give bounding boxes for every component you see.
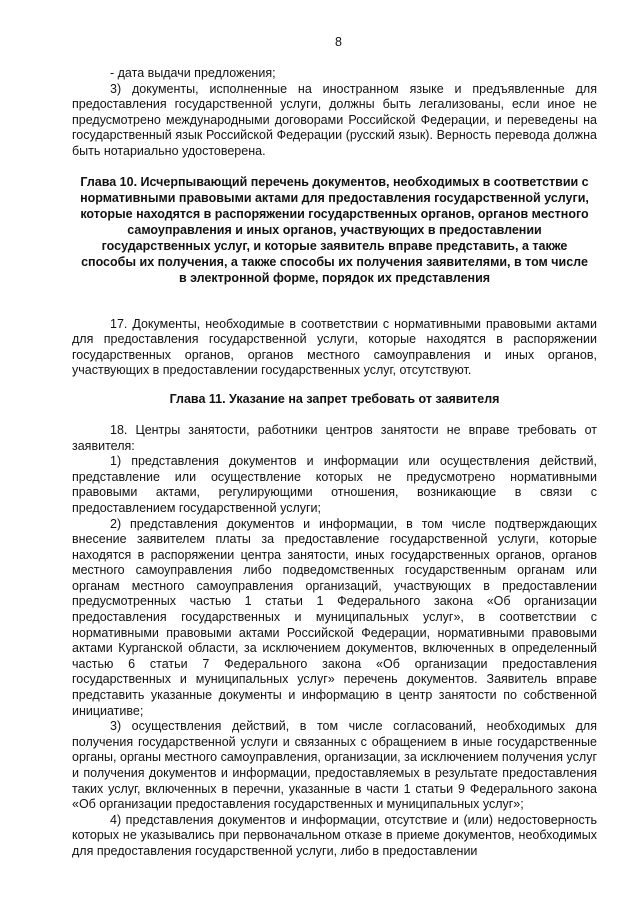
paragraph-17: 17. Документы, необходимые в соответствии с нормативными правовыми актами для предоставления государственной услуги, которые находятся в распоряжении государственных органов, органов местного самоуправления и иных органов, участвующих в предоставлении государственных услуг, отсутствуют. xyxy=(72,316,597,378)
paragraph-18-item-2: 2) представления документов и информации, в том числе подтверждающих внесение заявителем платы за предоставление государственной услуги, которые находятся в распоряжении центра занятости, иных государственных органов, органов местного самоуправления либо подведомственных государственным органам или органам местного самоуправления организаций, участвующих в предоставлении предусмотренных частью 1 статьи 1 Федерального закона «Об организации предоставления государственных и муниципальных услуг», в соответствии с нормативными правовыми актами Российской Федерации, нормативными правовыми актами Курганской области, за исключением документов, включенных в определенный частью 6 статьи 7 Федерального закона «Об организации предоставления государственных и муниципальных услуг» перечень документов. Заявитель вправе представить указанные документы и информацию в центр занятости по собственной инициативе; xyxy=(72,516,597,718)
paragraph-18-item-1: 1) представления документов и информации или осуществления действий, представление или осуществление которых не предусмотрено нормативными правовыми актами, регулирующими отношения, возникающие в связи с предоставлением государственной услуги; xyxy=(72,454,597,515)
section-spacer xyxy=(72,286,597,317)
document-page xyxy=(72,34,597,860)
paragraph-18-item-3: 3) осуществления действий, в том числе согласований, необходимых для получения государственной услуги и связанных с обращением в иные государственные органы, органы местного самоуправления, организации, за исключением получения услуг и получения документов и информации, предоставляемых в результате предоставления таких услуг, включенных в перечни, указанные в части 1 статьи 9 Федерального закона «Об организации предоставления государственных и муниципальных услуг»; xyxy=(72,719,597,812)
paragraph-18: 18. Центры занятости, работники центров занятости не вправе требовать от заявителя: xyxy=(72,422,597,453)
paragraph-foreign-documents: 3) документы, исполненные на иностранном языке и предъявленные для предоставления государственной услуги, должны быть легализованы, если иное не предусмотрено международными договорами Российской Федерации, и переведены на государственный язык Российской Федерации (русский язык). Верность перевода должна быть нотариально удостоверена. xyxy=(72,81,597,158)
chapter-11-heading: Глава 11. Указание на запрет требовать от заявителя xyxy=(169,391,500,406)
paragraph-issue-date: - дата выдачи предложения; xyxy=(110,66,276,80)
chapter-10-heading: Глава 10. Исчерпывающий перечень документов, необходимых в соответствии с нормативными правовыми актами для предоставления государственной услуги, которые находятся в распоряжении государственных органов, органов местного самоуправления и иных органов, участвующих в предоставлении государственных услуг, и которые заявитель вправе представить, а также способы их получения, а также способы их получения заявителями, в том числе в электронной форме, порядок их представления xyxy=(80,174,589,285)
paragraph-18-item-4: 4) представления документов и информации, отсутствие и (или) недостоверность которых не указывались при первоначальном отказе в приеме документов, необходимых для предоставления государственной услуги, либо в предоставлении xyxy=(72,812,597,858)
page-number: 8 xyxy=(335,35,342,49)
